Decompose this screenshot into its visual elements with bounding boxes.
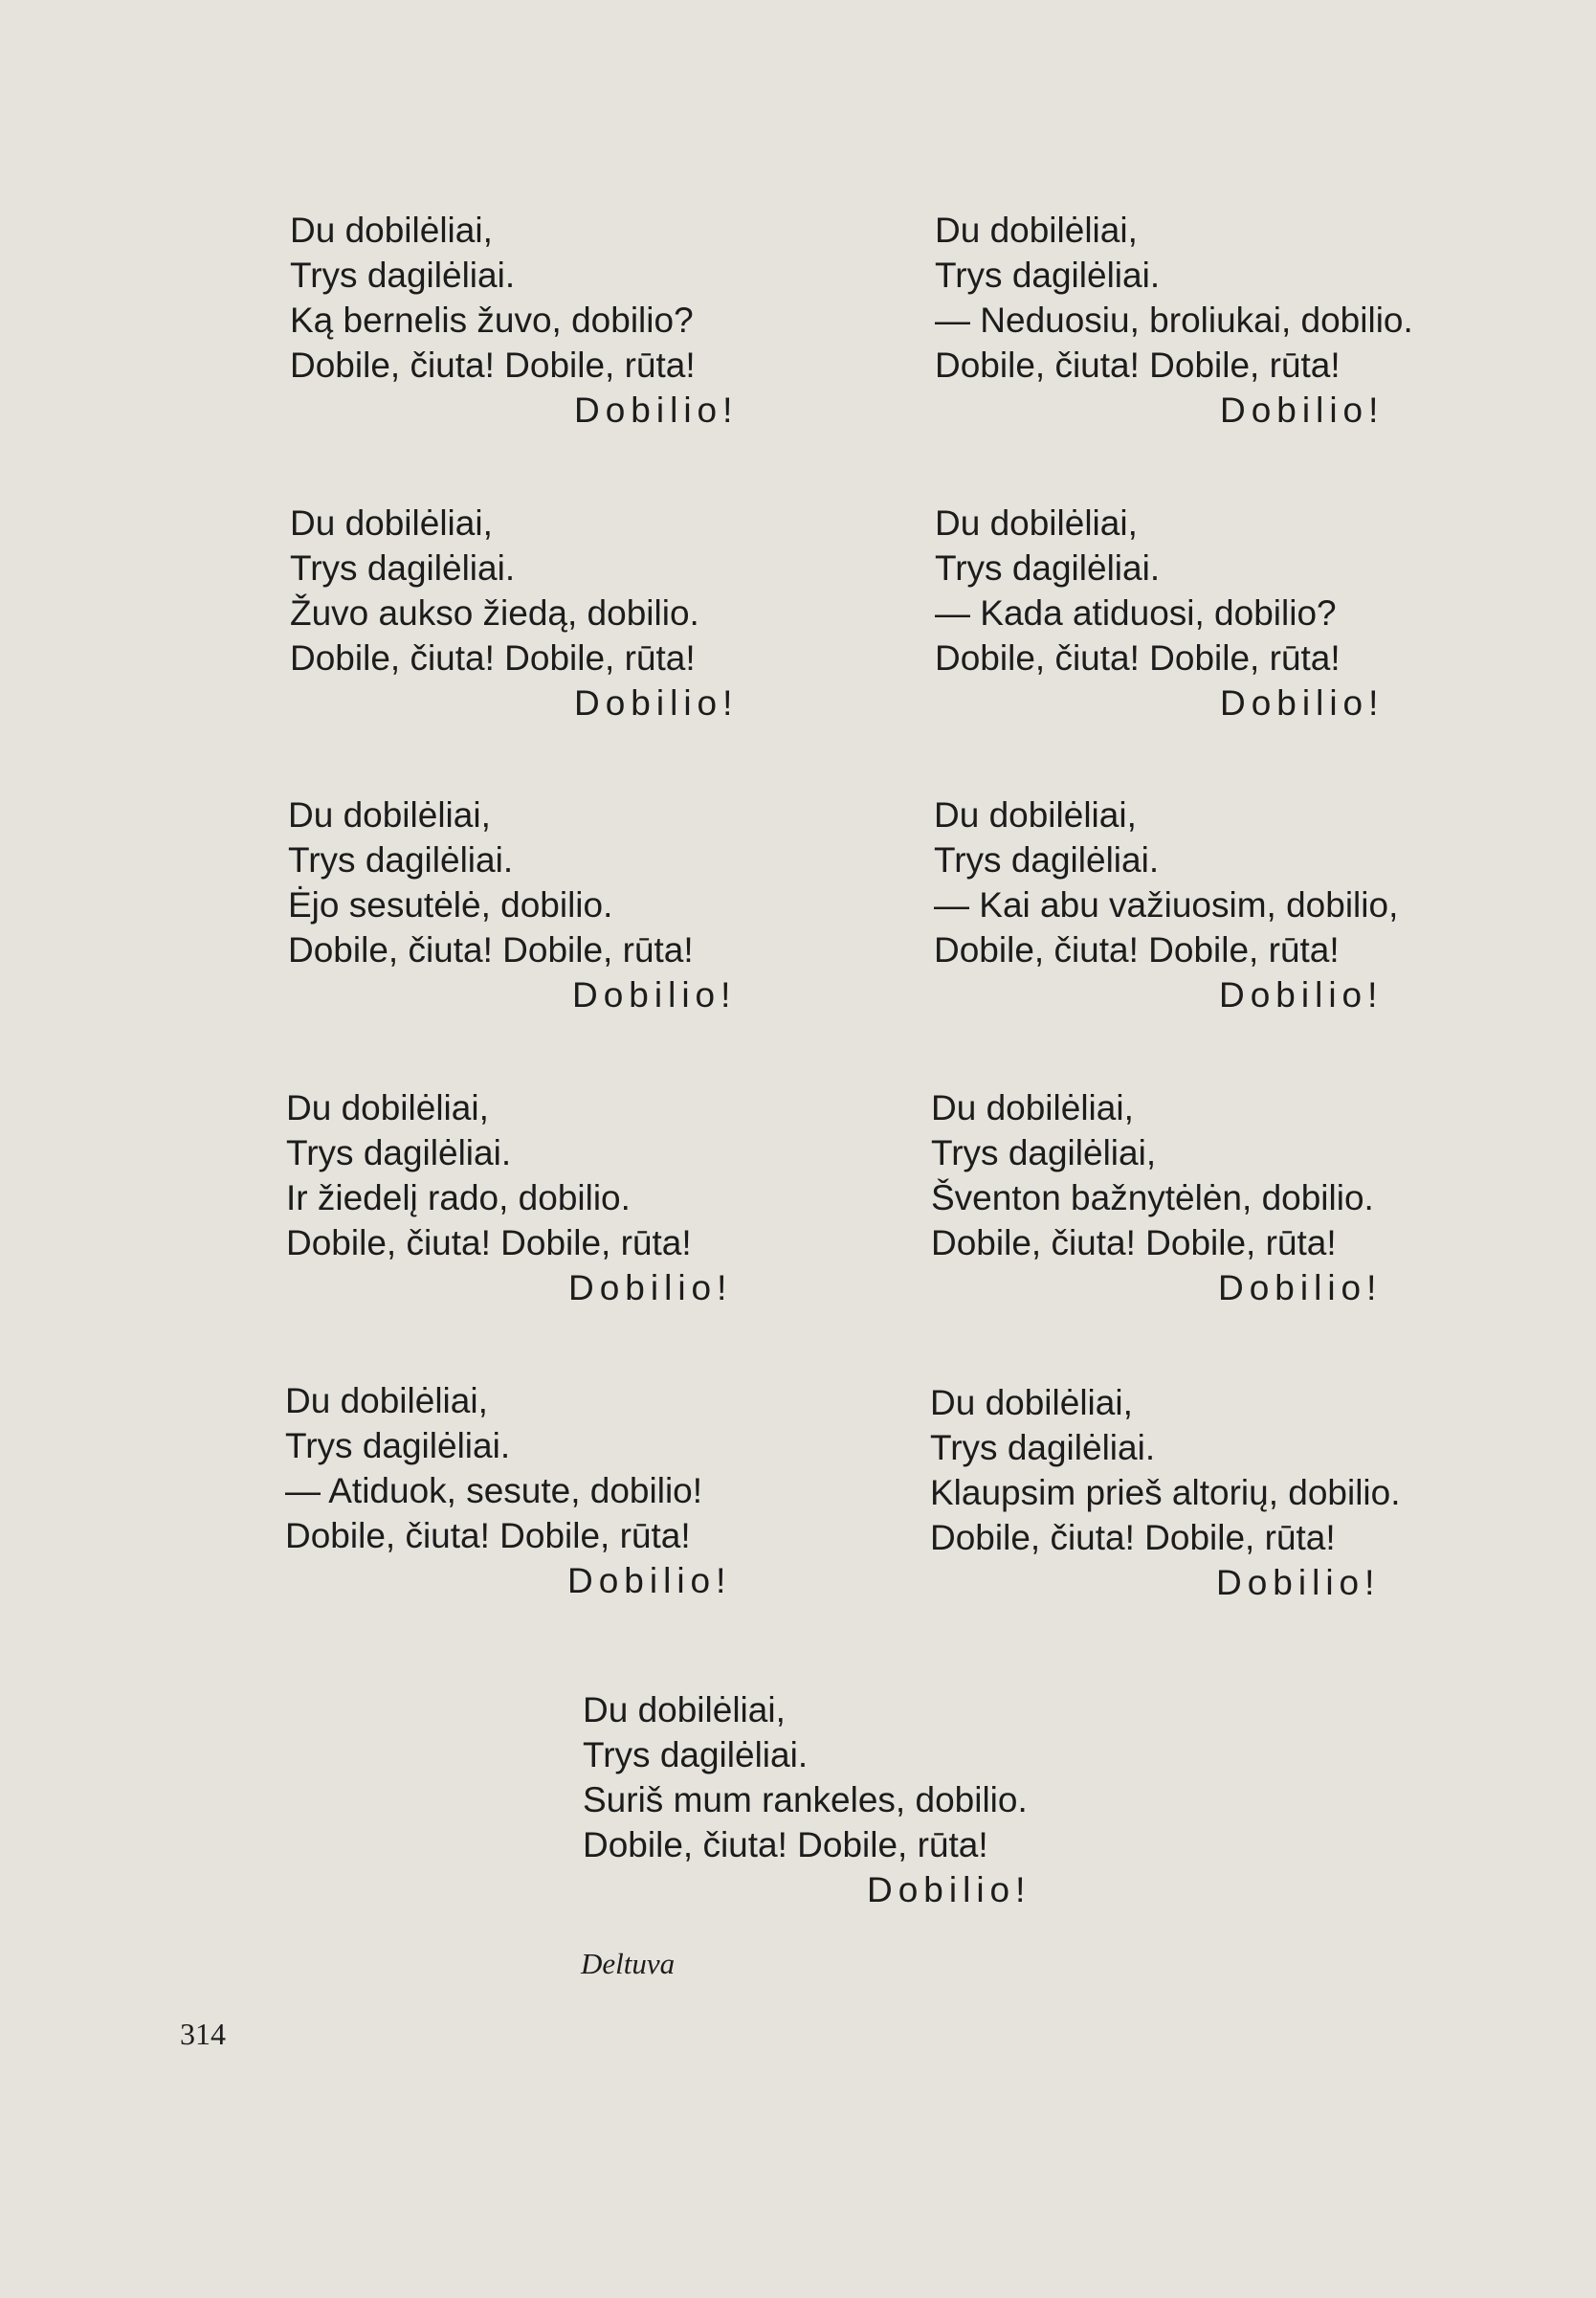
- stanza: [288, 792, 736, 1017]
- verse-line: Du dobilėliai,: [583, 1690, 786, 1729]
- refrain-line: Dobilio!: [567, 1561, 732, 1600]
- verse-line: Dobile, čiuta! Dobile, rūta!: [290, 346, 696, 385]
- verse-line: Trys dagilėliai.: [285, 1426, 511, 1465]
- verse-line: Du dobilėliai,: [934, 795, 1137, 835]
- verse-line: Ir žiedelį rado, dobilio.: [286, 1178, 631, 1217]
- verse-line: Trys dagilėliai.: [930, 1428, 1156, 1467]
- verse-line: Trys dagilėliai.: [934, 840, 1160, 880]
- stanza: [290, 208, 738, 433]
- verse-line: Du dobilėliai,: [935, 503, 1138, 543]
- verse-line: Ėjo sesutėlė, dobilio.: [288, 885, 613, 925]
- verse-line: Du dobilėliai,: [931, 1088, 1134, 1127]
- stanza: [934, 792, 1398, 1017]
- verse-line: Trys dagilėliai.: [286, 1133, 512, 1172]
- refrain-line: Dobilio!: [1220, 390, 1385, 430]
- verse-line: Suriš mum rankeles, dobilio.: [583, 1780, 1028, 1819]
- verse-line: Du dobilėliai,: [286, 1088, 489, 1127]
- refrain-line: Dobilio!: [572, 975, 737, 1015]
- verse-line: — Neduosiu, broliukai, dobilio.: [935, 301, 1413, 340]
- verse-line: Klaupsim prieš altorių, dobilio.: [930, 1473, 1401, 1512]
- place-of-recording: Deltuva: [581, 1947, 676, 1980]
- verse-line: Du dobilėliai,: [285, 1381, 488, 1420]
- refrain-line: Dobilio!: [574, 390, 739, 430]
- page-number: 314: [180, 2017, 226, 2051]
- refrain-line: Dobilio!: [1220, 683, 1385, 723]
- verse-line: Trys dagilėliai.: [290, 548, 516, 588]
- verse-line: — Kai abu važiuosim, dobilio,: [934, 885, 1399, 925]
- verse-line: Dobile, čiuta! Dobile, rūta!: [931, 1223, 1337, 1262]
- stanza: [583, 1687, 1031, 1912]
- stanza: [935, 208, 1413, 433]
- verse-line: Dobile, čiuta! Dobile, rūta!: [286, 1223, 692, 1262]
- verse-line: Žuvo aukso žiedą, dobilio.: [290, 593, 699, 633]
- verse-line: Trys dagilėliai.: [935, 256, 1161, 295]
- refrain-line: Dobilio!: [1218, 1268, 1383, 1307]
- stanza: [931, 1085, 1382, 1310]
- verse-line: Du dobilėliai,: [288, 795, 491, 835]
- verse-line: Du dobilėliai,: [930, 1383, 1133, 1422]
- verse-line: Dobile, čiuta! Dobile, rūta!: [930, 1518, 1336, 1557]
- verse-line: Dobile, čiuta! Dobile, rūta!: [934, 930, 1340, 970]
- verse-line: Dobile, čiuta! Dobile, rūta!: [288, 930, 694, 970]
- refrain-line: Dobilio!: [1216, 1563, 1381, 1602]
- verse-line: Trys dagilėliai.: [288, 840, 514, 880]
- verse-line: Du dobilėliai,: [935, 211, 1138, 250]
- stanza: [935, 501, 1384, 725]
- verse-line: Dobile, čiuta! Dobile, rūta!: [583, 1825, 988, 1864]
- verse-line: Trys dagilėliai.: [583, 1735, 809, 1774]
- verse-line: Trys dagilėliai.: [935, 548, 1161, 588]
- verse-line: Dobile, čiuta! Dobile, rūta!: [935, 638, 1341, 678]
- refrain-line: Dobilio!: [1219, 975, 1384, 1015]
- refrain-line: Dobilio!: [568, 1268, 733, 1307]
- verse-line: Du dobilėliai,: [290, 211, 493, 250]
- verse-line: Dobile, čiuta! Dobile, rūta!: [935, 346, 1341, 385]
- verse-line: Šventon bažnytėlėn, dobilio.: [931, 1178, 1374, 1217]
- verse-line: Dobile, čiuta! Dobile, rūta!: [285, 1516, 691, 1555]
- stanza: [285, 1378, 731, 1603]
- verse-line: — Kada atiduosi, dobilio?: [935, 593, 1337, 633]
- stanza: [290, 501, 738, 725]
- verse-line: Ką bernelis žuvo, dobilio?: [290, 301, 694, 340]
- stanza: [930, 1380, 1401, 1605]
- verse-line: Trys dagilėliai,: [931, 1133, 1157, 1172]
- refrain-line: Dobilio!: [867, 1870, 1031, 1909]
- stanza: [286, 1085, 732, 1310]
- refrain-line: Dobilio!: [574, 683, 739, 723]
- verse-line: Du dobilėliai,: [290, 503, 493, 543]
- verse-line: — Atiduok, sesute, dobilio!: [285, 1471, 703, 1510]
- verse-line: Dobile, čiuta! Dobile, rūta!: [290, 638, 696, 678]
- verse-line: Trys dagilėliai.: [290, 256, 516, 295]
